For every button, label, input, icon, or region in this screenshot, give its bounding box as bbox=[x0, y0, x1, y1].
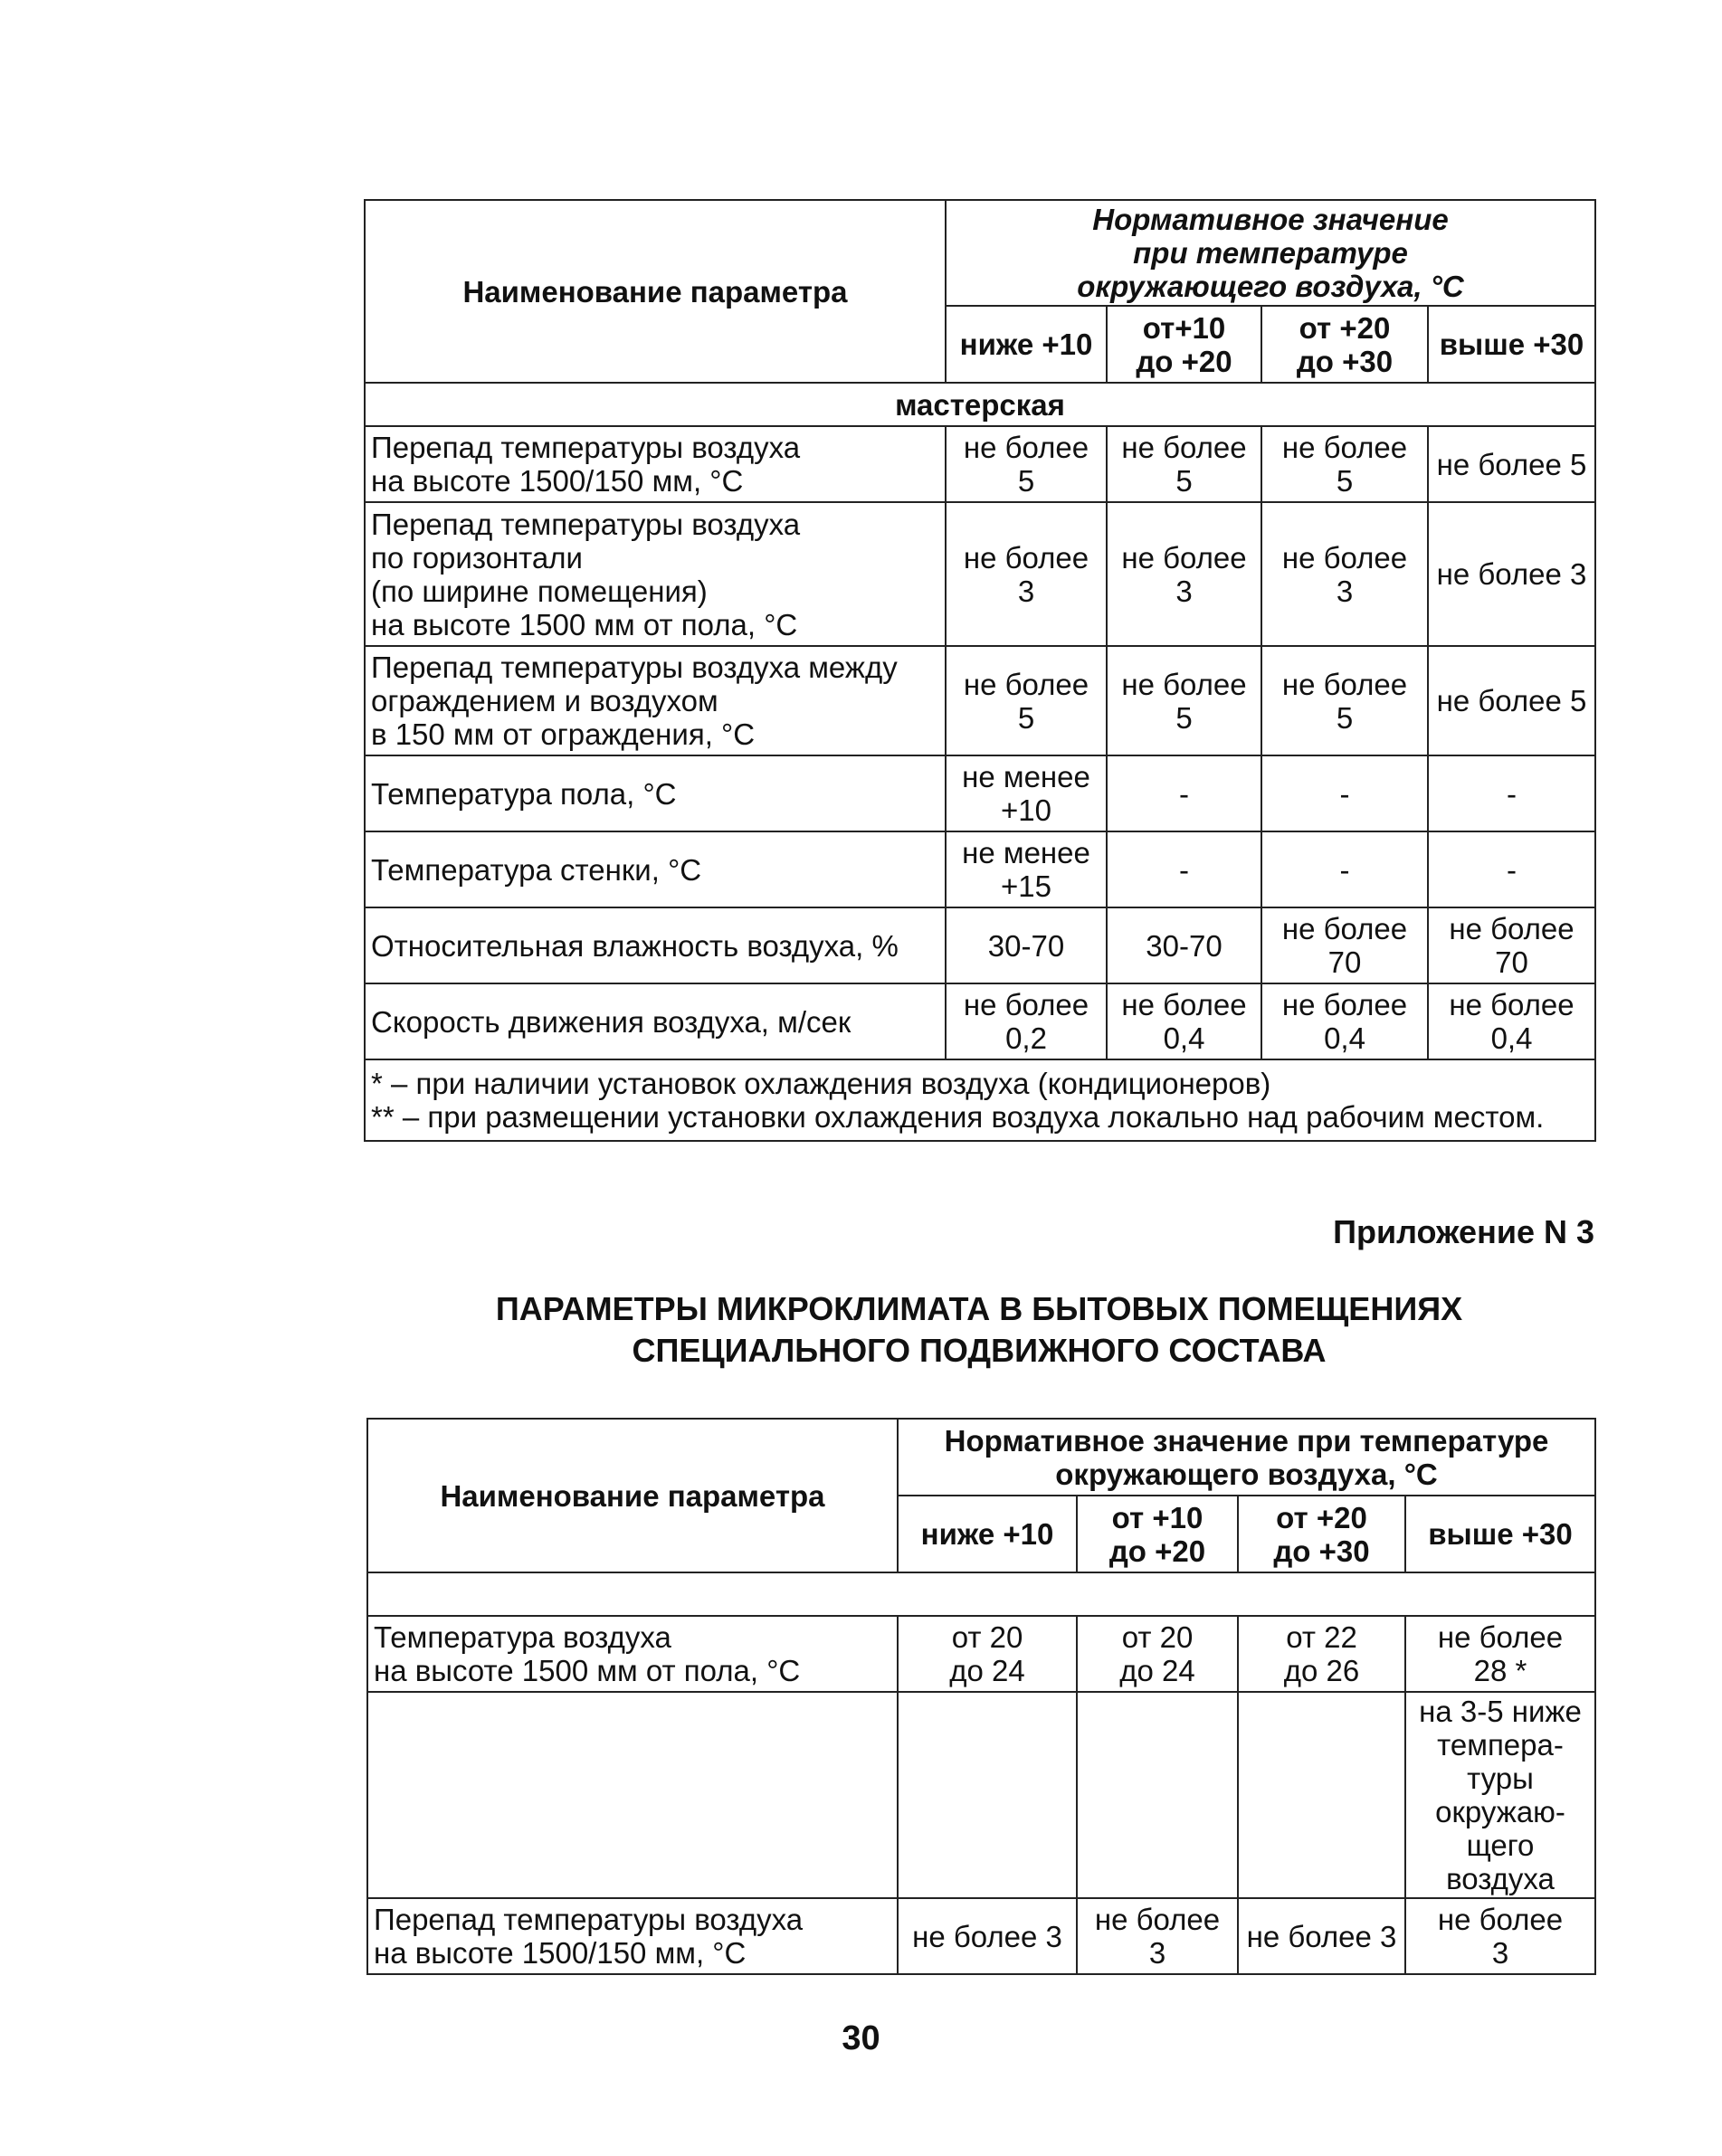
value-cell bbox=[898, 1692, 1077, 1898]
value-cell: не более 3 bbox=[946, 502, 1107, 646]
value-cell: не более 5 bbox=[1428, 426, 1595, 502]
param-cell: Перепад температуры воздуха по горизонтали (по ширине помещения) на высоте 1500 мм от пола, °С bbox=[365, 502, 946, 646]
value-cell: от 22 до 26 bbox=[1238, 1616, 1405, 1692]
value-cell: не более 0,4 bbox=[1107, 983, 1261, 1059]
col-header: от +20 до +30 bbox=[1238, 1496, 1405, 1572]
param-cell: Относительная влажность воздуха, % bbox=[365, 907, 946, 983]
param-name-header: Наименование параметра bbox=[367, 1419, 898, 1572]
col-header: от +10 до +20 bbox=[1077, 1496, 1238, 1572]
param-cell: Температура воздуха на высоте 1500 мм от пола, °С bbox=[367, 1616, 898, 1692]
value-cell: не более 0,4 bbox=[1428, 983, 1595, 1059]
value-cell: не более 3 bbox=[1077, 1898, 1238, 1974]
param-cell: Перепад температуры воздуха на высоте 1500/150 мм, °С bbox=[367, 1898, 898, 1974]
col-header: от +20 до +30 bbox=[1261, 306, 1428, 383]
value-cell: на 3-5 ниже темпера- туры окружаю- щего воздуха bbox=[1405, 1692, 1595, 1898]
norm-value-header: Нормативное значение при температуре окружающего воздуха, °С bbox=[946, 200, 1595, 306]
value-cell: не более 70 bbox=[1261, 907, 1428, 983]
value-cell: не более 0,2 bbox=[946, 983, 1107, 1059]
value-cell: не более 3 bbox=[1238, 1898, 1405, 1974]
value-cell bbox=[1077, 1692, 1238, 1898]
value-cell: не менее +15 bbox=[946, 831, 1107, 907]
value-cell: - bbox=[1428, 831, 1595, 907]
value-cell: не более 0,4 bbox=[1261, 983, 1428, 1059]
col-header: выше +30 bbox=[1428, 306, 1595, 383]
page-number: 30 bbox=[842, 2019, 880, 2057]
value-cell: - bbox=[1107, 755, 1261, 831]
value-cell: не более 5 bbox=[1261, 646, 1428, 755]
value-cell: не более 70 bbox=[1428, 907, 1595, 983]
param-cell: Скорость движения воздуха, м/сек bbox=[365, 983, 946, 1059]
footnote: ** – при размещении установки охлаждения воздуха локально над рабочим местом. bbox=[371, 1100, 1545, 1134]
value-cell: 30-70 bbox=[1107, 907, 1261, 983]
footnotes-cell bbox=[365, 1059, 1595, 1141]
value-cell: не более 3 bbox=[1261, 502, 1428, 646]
value-cell: не более 5 bbox=[1428, 646, 1595, 755]
value-cell: - bbox=[1261, 755, 1428, 831]
value-cell: от 20 до 24 bbox=[898, 1616, 1077, 1692]
value-cell: не более 5 bbox=[1107, 646, 1261, 755]
value-cell: не более 5 bbox=[1261, 426, 1428, 502]
value-cell: - bbox=[1261, 831, 1428, 907]
param-cell: Температура стенки, °С bbox=[365, 831, 946, 907]
norm-value-header: Нормативное значение при температуре окружающего воздуха, °С bbox=[898, 1419, 1595, 1496]
value-cell: не более 28 * bbox=[1405, 1616, 1595, 1692]
section-row bbox=[367, 1572, 1595, 1616]
value-cell: не более 3 bbox=[898, 1898, 1077, 1974]
living-quarters-microclimate-table bbox=[366, 1418, 1596, 1975]
value-cell: - bbox=[1428, 755, 1595, 831]
col-header: выше +30 bbox=[1405, 1496, 1595, 1572]
param-name-header: Наименование параметра bbox=[365, 200, 946, 383]
value-cell: от 20 до 24 bbox=[1077, 1616, 1238, 1692]
value-cell: не менее +10 bbox=[946, 755, 1107, 831]
value-cell: - bbox=[1107, 831, 1261, 907]
value-cell: не более 5 bbox=[946, 646, 1107, 755]
col-header: от+10 до +20 bbox=[1107, 306, 1261, 383]
param-cell bbox=[367, 1692, 898, 1898]
workshop-microclimate-table bbox=[364, 199, 1596, 1142]
value-cell: не более 5 bbox=[1107, 426, 1261, 502]
col-header: ниже +10 bbox=[946, 306, 1107, 383]
param-cell: Перепад температуры воздуха между ограждением и воздухом в 150 мм от ограждения, °С bbox=[365, 646, 946, 755]
param-cell: Температура пола, °С bbox=[365, 755, 946, 831]
value-cell: 30-70 bbox=[946, 907, 1107, 983]
value-cell: не более 5 bbox=[946, 426, 1107, 502]
appendix-label: Приложение N 3 bbox=[1333, 1213, 1594, 1250]
section-row: мастерская bbox=[365, 383, 1595, 426]
section-title: ПАРАМЕТРЫ МИКРОКЛИМАТА В БЫТОВЫХ ПОМЕЩЕНИЯХ СПЕЦИАЛЬНОГО ПОДВИЖНОГО СОСТАВА bbox=[495, 1290, 1463, 1369]
footnote: * – при наличии установок охлаждения воздуха (кондиционеров) bbox=[371, 1067, 1271, 1100]
param-cell: Перепад температуры воздуха на высоте 1500/150 мм, °С bbox=[365, 426, 946, 502]
value-cell bbox=[1238, 1692, 1405, 1898]
value-cell: не более 3 bbox=[1428, 502, 1595, 646]
value-cell: не более 3 bbox=[1405, 1898, 1595, 1974]
value-cell: не более 3 bbox=[1107, 502, 1261, 646]
col-header: ниже +10 bbox=[898, 1496, 1077, 1572]
